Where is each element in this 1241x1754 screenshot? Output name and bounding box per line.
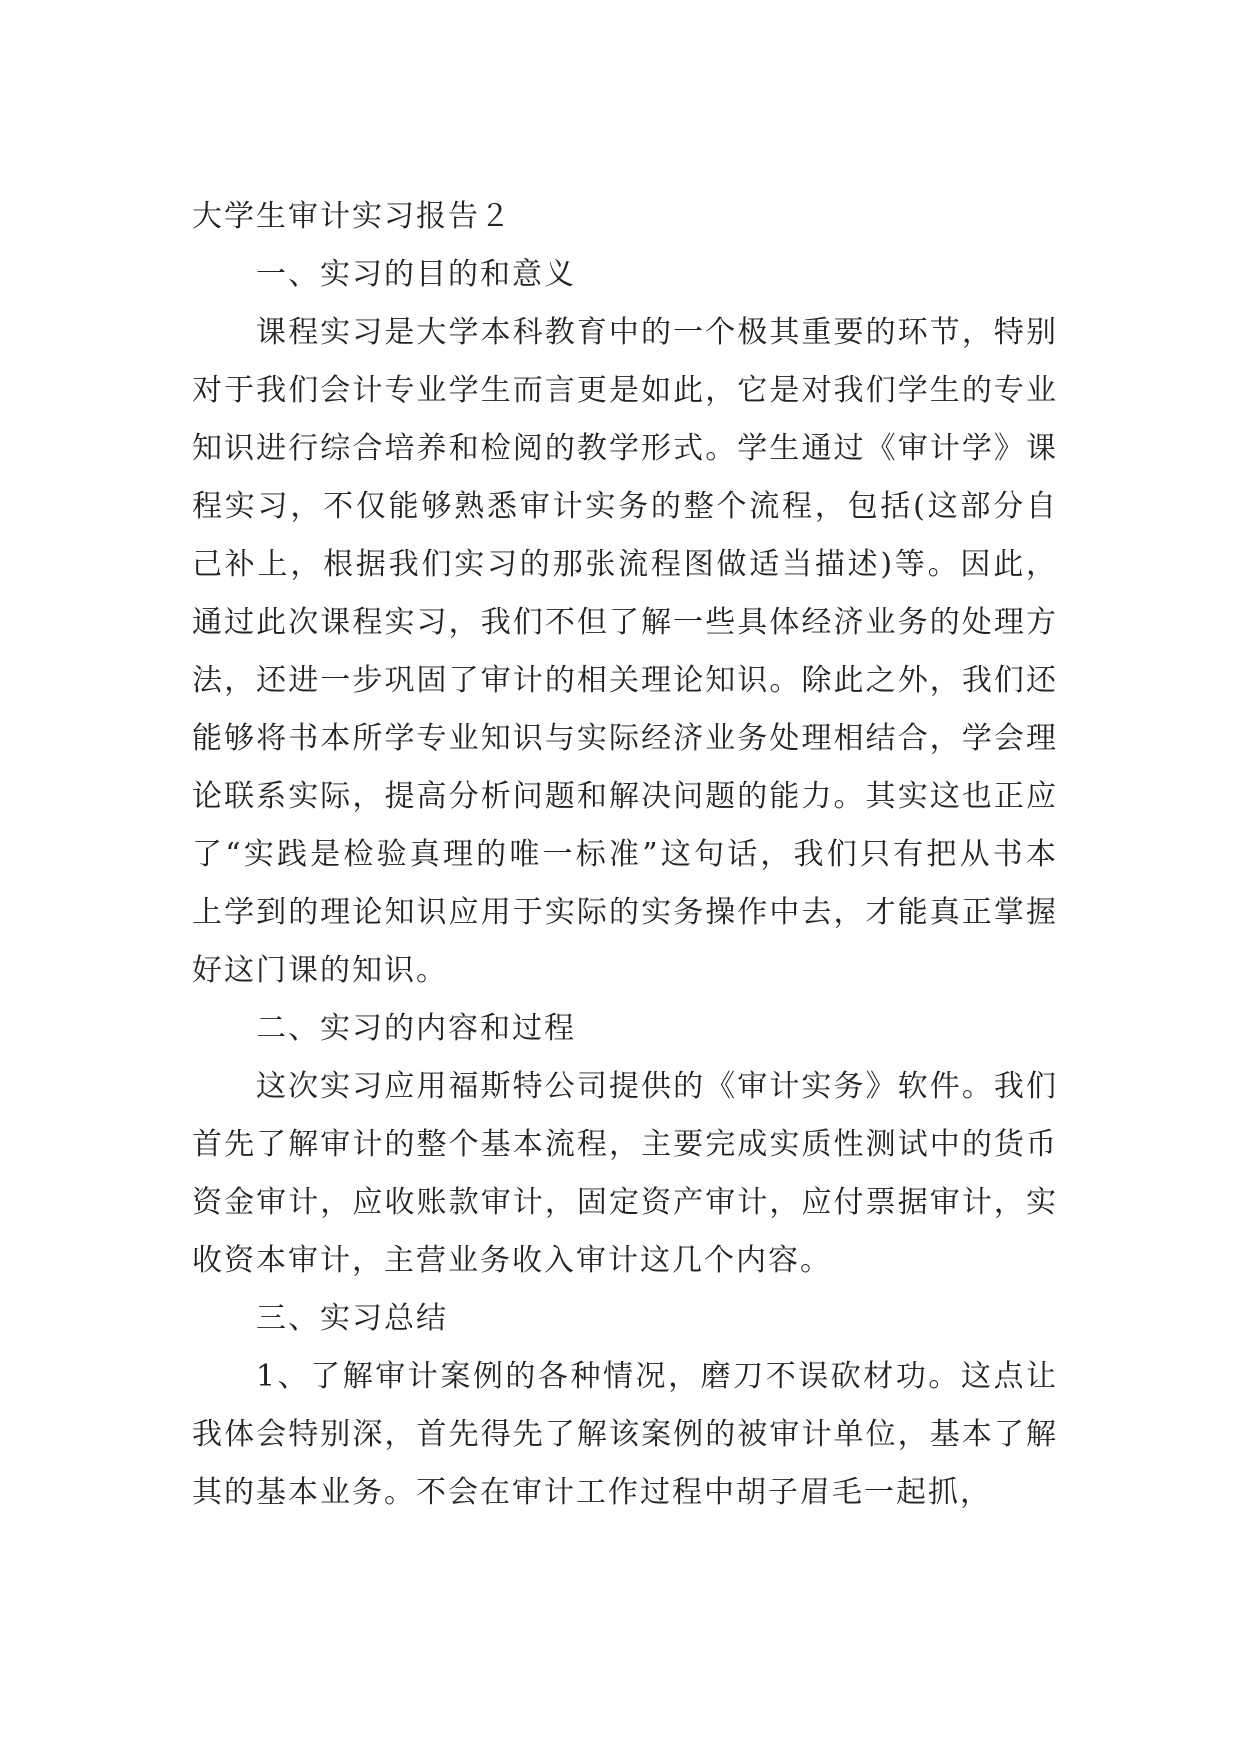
section-paragraph: 课程实习是大学本科教育中的一个极其重要的环节，特别对于我们会计专业学生而言更是如此，它是对我们学生的专业知识进行综合培养和检阅的教学形式。学生通过《审计学》课程实习，不仅能够熟悉审计实务的整个流程，包括(这部分自己补上，根据我们实习的那张流程图做适当描述)等。因此，通过此次课程实习，我们不但了解一些具体经济业务的处理方法，还进一步巩固了审计的相关理论知识。除此之外，我们还能够将书本所学专业知识与实际经济业务处理相结合，学会理论联系实际，提高分析问题和解决问题的能力。其实这也正应了“实践是检验真理的唯一标准”这句话，我们只有把从书本上学到的理论知识应用于实际的实务操作中去，才能真正掌握好这门课的知识。 [192,315,1058,988]
document-body [192,188,1058,1522]
section-heading-content: 二、实习的内容和过程 [256,1011,576,1046]
section-heading-purpose: 一、实习的目的和意义 [256,257,576,292]
document-title: 大学生审计实习报告２ [192,199,512,234]
section-paragraph: 1、了解审计案例的各种情况，磨刀不误砍材功。这点让我体会特别深，首先得先了解该案例的被审计单位，基本了解其的基本业务。不会在审计工作过程中胡子眉毛一起抓， [192,1359,1058,1510]
section-paragraph: 这次实习应用福斯特公司提供的《审计实务》软件。我们首先了解审计的整个基本流程，主要完成实质性测试中的货币资金审计，应收账款审计，固定资产审计，应付票据审计，实收资本审计，主营业务收入审计这几个内容。 [192,1069,1058,1278]
section-heading-summary: 三、实习总结 [256,1301,448,1336]
